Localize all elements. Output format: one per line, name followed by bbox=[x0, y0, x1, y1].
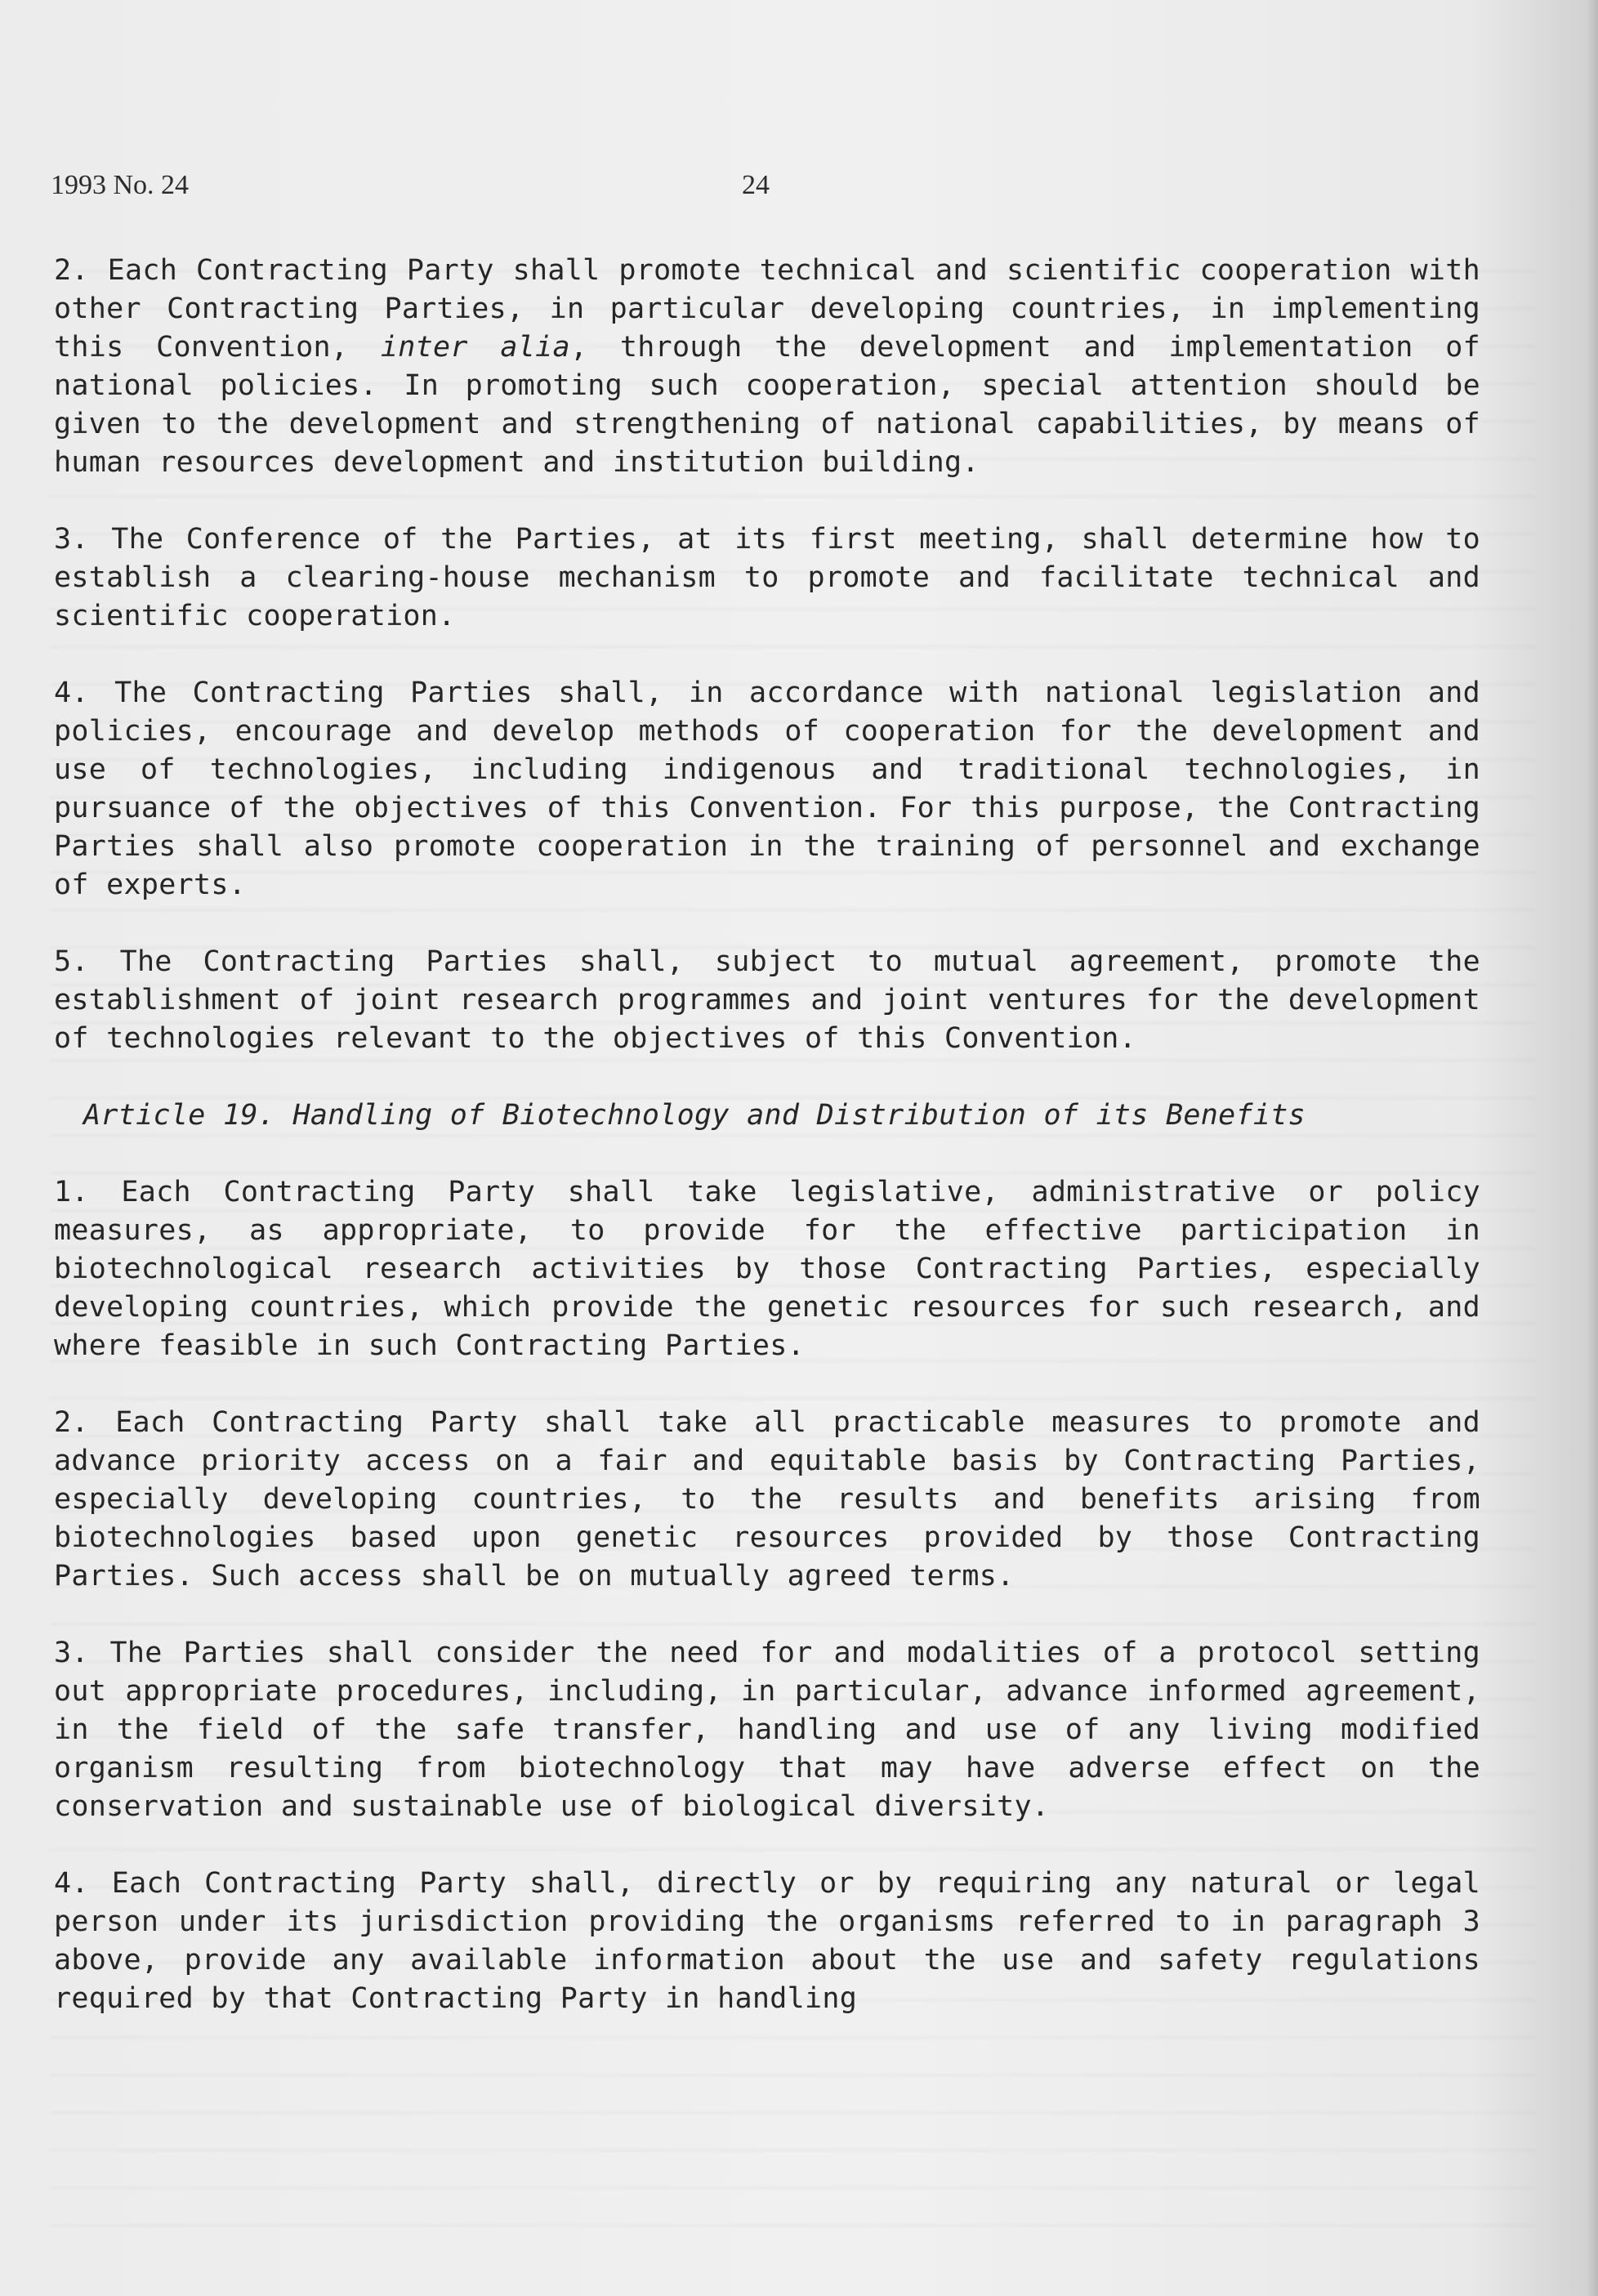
page-number: 24 bbox=[742, 170, 770, 200]
paragraph-number: 2. bbox=[54, 254, 89, 287]
page-edge-shadow bbox=[1587, 0, 1598, 2296]
paragraph-number: 5. bbox=[54, 945, 89, 978]
page-header bbox=[51, 170, 868, 206]
paragraph-2 bbox=[54, 252, 1480, 482]
paragraph-number: 2. bbox=[54, 1406, 89, 1439]
paragraph-4 bbox=[54, 674, 1480, 905]
article-paragraph-3 bbox=[54, 1634, 1480, 1826]
paragraph-3 bbox=[54, 520, 1480, 636]
paragraph-text: Each Contracting Party shall take legislative, administrative or policy measures, as appropriate, to provide for the effective participation in biotechnological research activities by those Contracting Parties, especially developing countries, which provide the genetic resources for such research, and where feasible in such Contracting Parties. bbox=[54, 1176, 1480, 1362]
paragraph-text: The Conference of the Parties, at its first meeting, shall determine how to establish a clearing-house mechanism to promote and facilitate technical and scientific cooperation. bbox=[54, 523, 1480, 632]
paragraph-number: 4. bbox=[54, 677, 89, 709]
article-paragraph-2 bbox=[54, 1404, 1480, 1596]
paragraph-text: The Contracting Parties shall, subject to mutual agreement, promote the establishment of joint research programmes and joint ventures for the development of technologies relevant to the objectives of this Convention. bbox=[54, 945, 1480, 1055]
document-reference: 1993 No. 24 bbox=[51, 170, 190, 200]
latin-emphasis: inter alia bbox=[380, 331, 570, 364]
article-heading: Article 19. Handling of Biotechnology and Distribution of its Benefits bbox=[83, 1099, 1306, 1132]
paragraph-text: Each Contracting Party shall, directly or by requiring any natural or legal person under its jurisdiction providing the organisms referred to in paragraph 3 above, provide any available information about the use and safety regulations required by that Contracting Party in handling bbox=[54, 1867, 1480, 2015]
paragraph-text: The Contracting Parties shall, in accordance with national legislation and policies, encourage and develop methods of cooperation for the development and use of technologies, including indigenous and traditional technologies, in pursuance of the objectives of this Convention. For this purpose, the Contracting Parties shall also promote cooperation in the training of personnel and exchange of experts. bbox=[54, 677, 1480, 901]
paragraph-5 bbox=[54, 943, 1480, 1058]
paragraph-text: Each Contracting Party shall promote technical and scientific cooperation with other Contracting Parties, in particular developing countries, in implementing this Convention, bbox=[54, 254, 1480, 364]
body-text bbox=[54, 252, 1480, 2018]
paragraph-number: 3. bbox=[54, 523, 89, 556]
paragraph-text: The Parties shall consider the need for and modalities of a protocol setting out appropriate procedures, including, in particular, advance informed agreement, in the field of the safe transfer, handling and use of any living modified organism resulting from biotechnology that may have adverse effect on the conservation and sustainable use of biological diversity. bbox=[54, 1637, 1480, 1823]
article-paragraph-4 bbox=[54, 1865, 1480, 2018]
paragraph-number: 1. bbox=[54, 1176, 89, 1208]
paragraph-text: , through the development and implementation of national policies. In promoting such cooperation, special attention should be given to the development and strengthening of national capabilities, by means of human resources development and institution building. bbox=[54, 331, 1480, 479]
paragraph-number: 3. bbox=[54, 1637, 89, 1669]
paragraph-number: 4. bbox=[54, 1867, 89, 1900]
paragraph-text: Each Contracting Party shall take all practicable measures to promote and advance priority access on a fair and equitable basis by Contracting Parties, especially developing countries, to the results and benefits arising from biotechnologies based upon genetic resources provided by those Contracting Parties. Such access shall be on mutually agreed terms. bbox=[54, 1406, 1480, 1592]
article-paragraph-1 bbox=[54, 1173, 1480, 1365]
